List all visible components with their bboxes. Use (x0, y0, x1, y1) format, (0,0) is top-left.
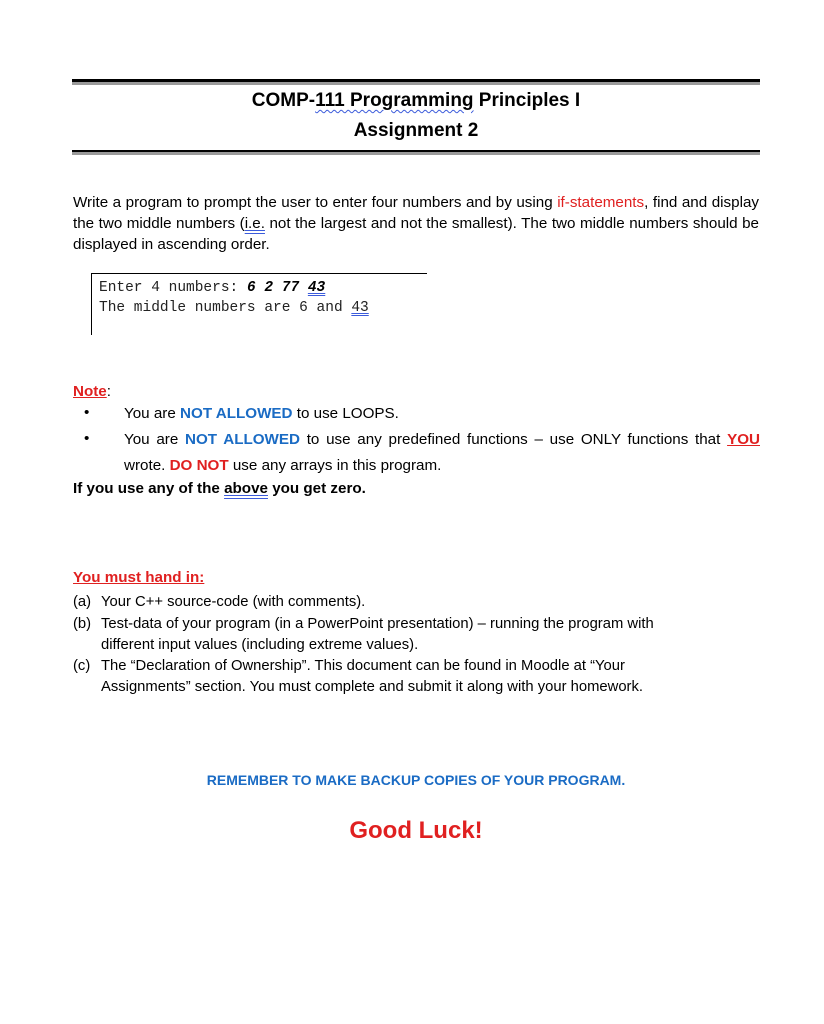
bullet-icon: • (84, 404, 90, 421)
zero-above: above (224, 480, 268, 497)
sample-output: The middle numbers are 6 and (99, 300, 352, 316)
note-colon: : (106, 383, 111, 400)
hand-in-item-b-cont: different input values (including extreme values). (101, 637, 419, 653)
header-bottom-rule-shadow (72, 152, 760, 155)
sample-output-last: 43 (351, 300, 369, 316)
backup-reminder: REMEMBER TO MAKE BACKUP COPIES OF YOUR PROGRAM. (206, 772, 626, 788)
note-label: Note (73, 383, 107, 400)
b2-line-1 (124, 427, 760, 453)
note-heading (73, 381, 759, 402)
b1-text-a: You are (124, 405, 181, 422)
good-luck: Good Luck! (349, 817, 483, 844)
sample-prompt-line (99, 278, 427, 298)
b1-text-c: to use LOOPS. (292, 405, 399, 422)
course-code-prefix: COMP- (251, 90, 316, 111)
hand-in-item-b (73, 614, 654, 635)
note-bullet-functions (124, 427, 760, 479)
item-b-label: (b) (73, 616, 92, 632)
item-a-text: Your C++ source-code (with comments). (101, 594, 366, 610)
sample-prompt: Enter 4 numbers: (99, 280, 247, 296)
if-statements-keyword: if-statements (557, 194, 645, 211)
note-bullet-loops (124, 401, 760, 427)
intro-text-3: not the largest and not the smallest). The two middle numbers should be displayed in ascending order. (73, 215, 759, 253)
b2-text-a: You are (124, 431, 186, 448)
hand-in-item-a (73, 592, 365, 613)
b2-text-g: use any arrays in this program. (228, 457, 442, 474)
item-c-label: (c) (73, 658, 91, 674)
hand-in-label: You must hand in: (73, 569, 205, 586)
item-b-text-1: Test-data of your program (in a PowerPoint presentation) – running the program with (101, 616, 654, 632)
bullet-icon: • (84, 430, 90, 447)
course-title (72, 90, 760, 112)
hand-in-item-c-cont: Assignments” section. You must complete and submit it along with your homework. (101, 679, 643, 695)
assignment-title: Assignment 2 (353, 120, 479, 141)
course-name-suffix: Principles I (473, 90, 581, 111)
hand-in-item-c (73, 656, 625, 677)
hand-in-heading (73, 567, 759, 588)
sample-input: 6 2 77 (246, 280, 308, 296)
b2-text-e: wrote. (124, 457, 170, 474)
b2-you: YOU (727, 431, 760, 448)
course-code-name: 111 Programming (315, 90, 474, 111)
intro-paragraph (73, 192, 759, 255)
zero-warning (73, 478, 759, 499)
sample-run-box (91, 273, 427, 335)
zero-text-a: If you use any of the (73, 480, 225, 497)
intro-text-2: , find and display the two middle numbers ( (73, 194, 759, 232)
sample-input-last: 43 (307, 280, 326, 296)
b2-line-2 (124, 453, 760, 479)
intro-text-1: Write a program to prompt the user to enter four numbers and by using (73, 194, 558, 211)
item-a-label: (a) (73, 594, 92, 610)
zero-text-c: you get zero. (267, 480, 366, 497)
sample-output-line (99, 298, 427, 318)
item-c-text-1: The “Declaration of Ownership”. This document can be found in Moodle at “Your (101, 658, 625, 674)
b2-do-not: DO NOT (169, 457, 229, 474)
b1-not-allowed: NOT ALLOWED (180, 405, 293, 422)
b2-text-c: to use any predefined functions – use ONLY functions that (300, 431, 728, 448)
ie-abbrev: i.e. (244, 215, 265, 232)
b2-not-allowed: NOT ALLOWED (185, 431, 300, 448)
header-top-rule-shadow (72, 82, 760, 85)
